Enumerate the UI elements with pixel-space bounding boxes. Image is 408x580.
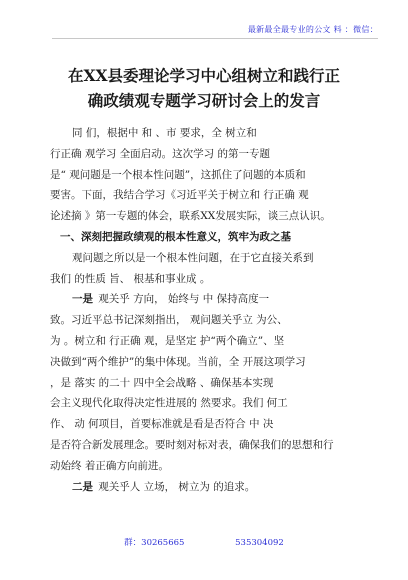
paragraph-3-line-2: 致。习近平总书记深刻指出， 观问题关乎立 为公、 bbox=[50, 314, 288, 327]
paragraph-3-line-3: 为 。树立和 行正确 观，是坚定 护“两个确立”、坚 bbox=[50, 334, 285, 347]
paragraph-1-line-2: 行正确 观学习 全面启动。这次学习 的第一专题 bbox=[50, 147, 271, 160]
footer-contact-number: 535304092 bbox=[235, 538, 284, 548]
point-two-text: 观关乎人 立场， 树立为 的追求。 bbox=[98, 480, 256, 493]
header-rule bbox=[52, 38, 378, 39]
paragraph-3-line-4: 决做到“两个维护”的集中体现。当前，全 开展这项学习 bbox=[50, 355, 306, 368]
paragraph-3-line-6: 会主义现代化取得决定性进展的 然要求。我们 何工 bbox=[50, 397, 288, 410]
paragraph-2-line-1: 观问题之所以是一个根本性问题，在于它直接关系到 bbox=[72, 251, 314, 264]
point-one-text: 观关乎 方向， 始终与 中 保持高度一 bbox=[98, 293, 270, 306]
paragraph-1-line-5: 论述摘 》第一专题的体会，联系XX发展实际，谈三点认识。 bbox=[50, 210, 331, 223]
header-note: 最新最全最专业的公文 料 ：微信： bbox=[247, 25, 378, 34]
paragraph-2-line-2: 我们 的性质 旨、 根基和事业成 。 bbox=[50, 272, 211, 285]
title-line-1: 在XX县委理论学习中心组树立和践行正 bbox=[67, 66, 341, 85]
point-one-lead: 一是 bbox=[72, 293, 93, 306]
paragraph-1-line-1: 同 们，根据中 和 、市 要求，全 树立和 bbox=[72, 127, 257, 139]
paragraph-1-line-4: 要害。下面，我结合学习《习近平关于树立和 行正确 观 bbox=[50, 189, 309, 202]
paragraph-3-line-9: 动始终 着正确方向前进。 bbox=[50, 459, 169, 472]
section-heading-1: 一、深刻把握政绩观的根本性意义，筑牢为政之基 bbox=[60, 230, 291, 243]
document-title bbox=[30, 63, 378, 113]
paragraph-3-line-8: 是否符合新发展理念。要时刻对标对表，确保我们的思想和行 bbox=[50, 438, 334, 451]
title-line-2: 确政绩观专题学习研讨会上的发言 bbox=[87, 91, 321, 110]
document-body bbox=[50, 123, 362, 497]
paragraph-3-line-5: ，是 落实 的二十 四中全会战略 、确保基本实现 bbox=[50, 376, 274, 389]
paragraph-1-line-3: 是“ 观问题是一个根本性问题”，这抓住了问题的本质和 bbox=[50, 168, 306, 181]
point-two-lead: 二是 bbox=[72, 480, 93, 493]
footer-group-number: 群：30265665 bbox=[124, 538, 185, 548]
footer-note bbox=[0, 536, 408, 548]
paragraph-3-line-7: 作、 动 何项目，首要标准就是看是否符合 中 决 bbox=[50, 418, 274, 431]
paragraph-3-line-1 bbox=[50, 289, 362, 310]
paragraph-4-line-1 bbox=[50, 477, 362, 498]
